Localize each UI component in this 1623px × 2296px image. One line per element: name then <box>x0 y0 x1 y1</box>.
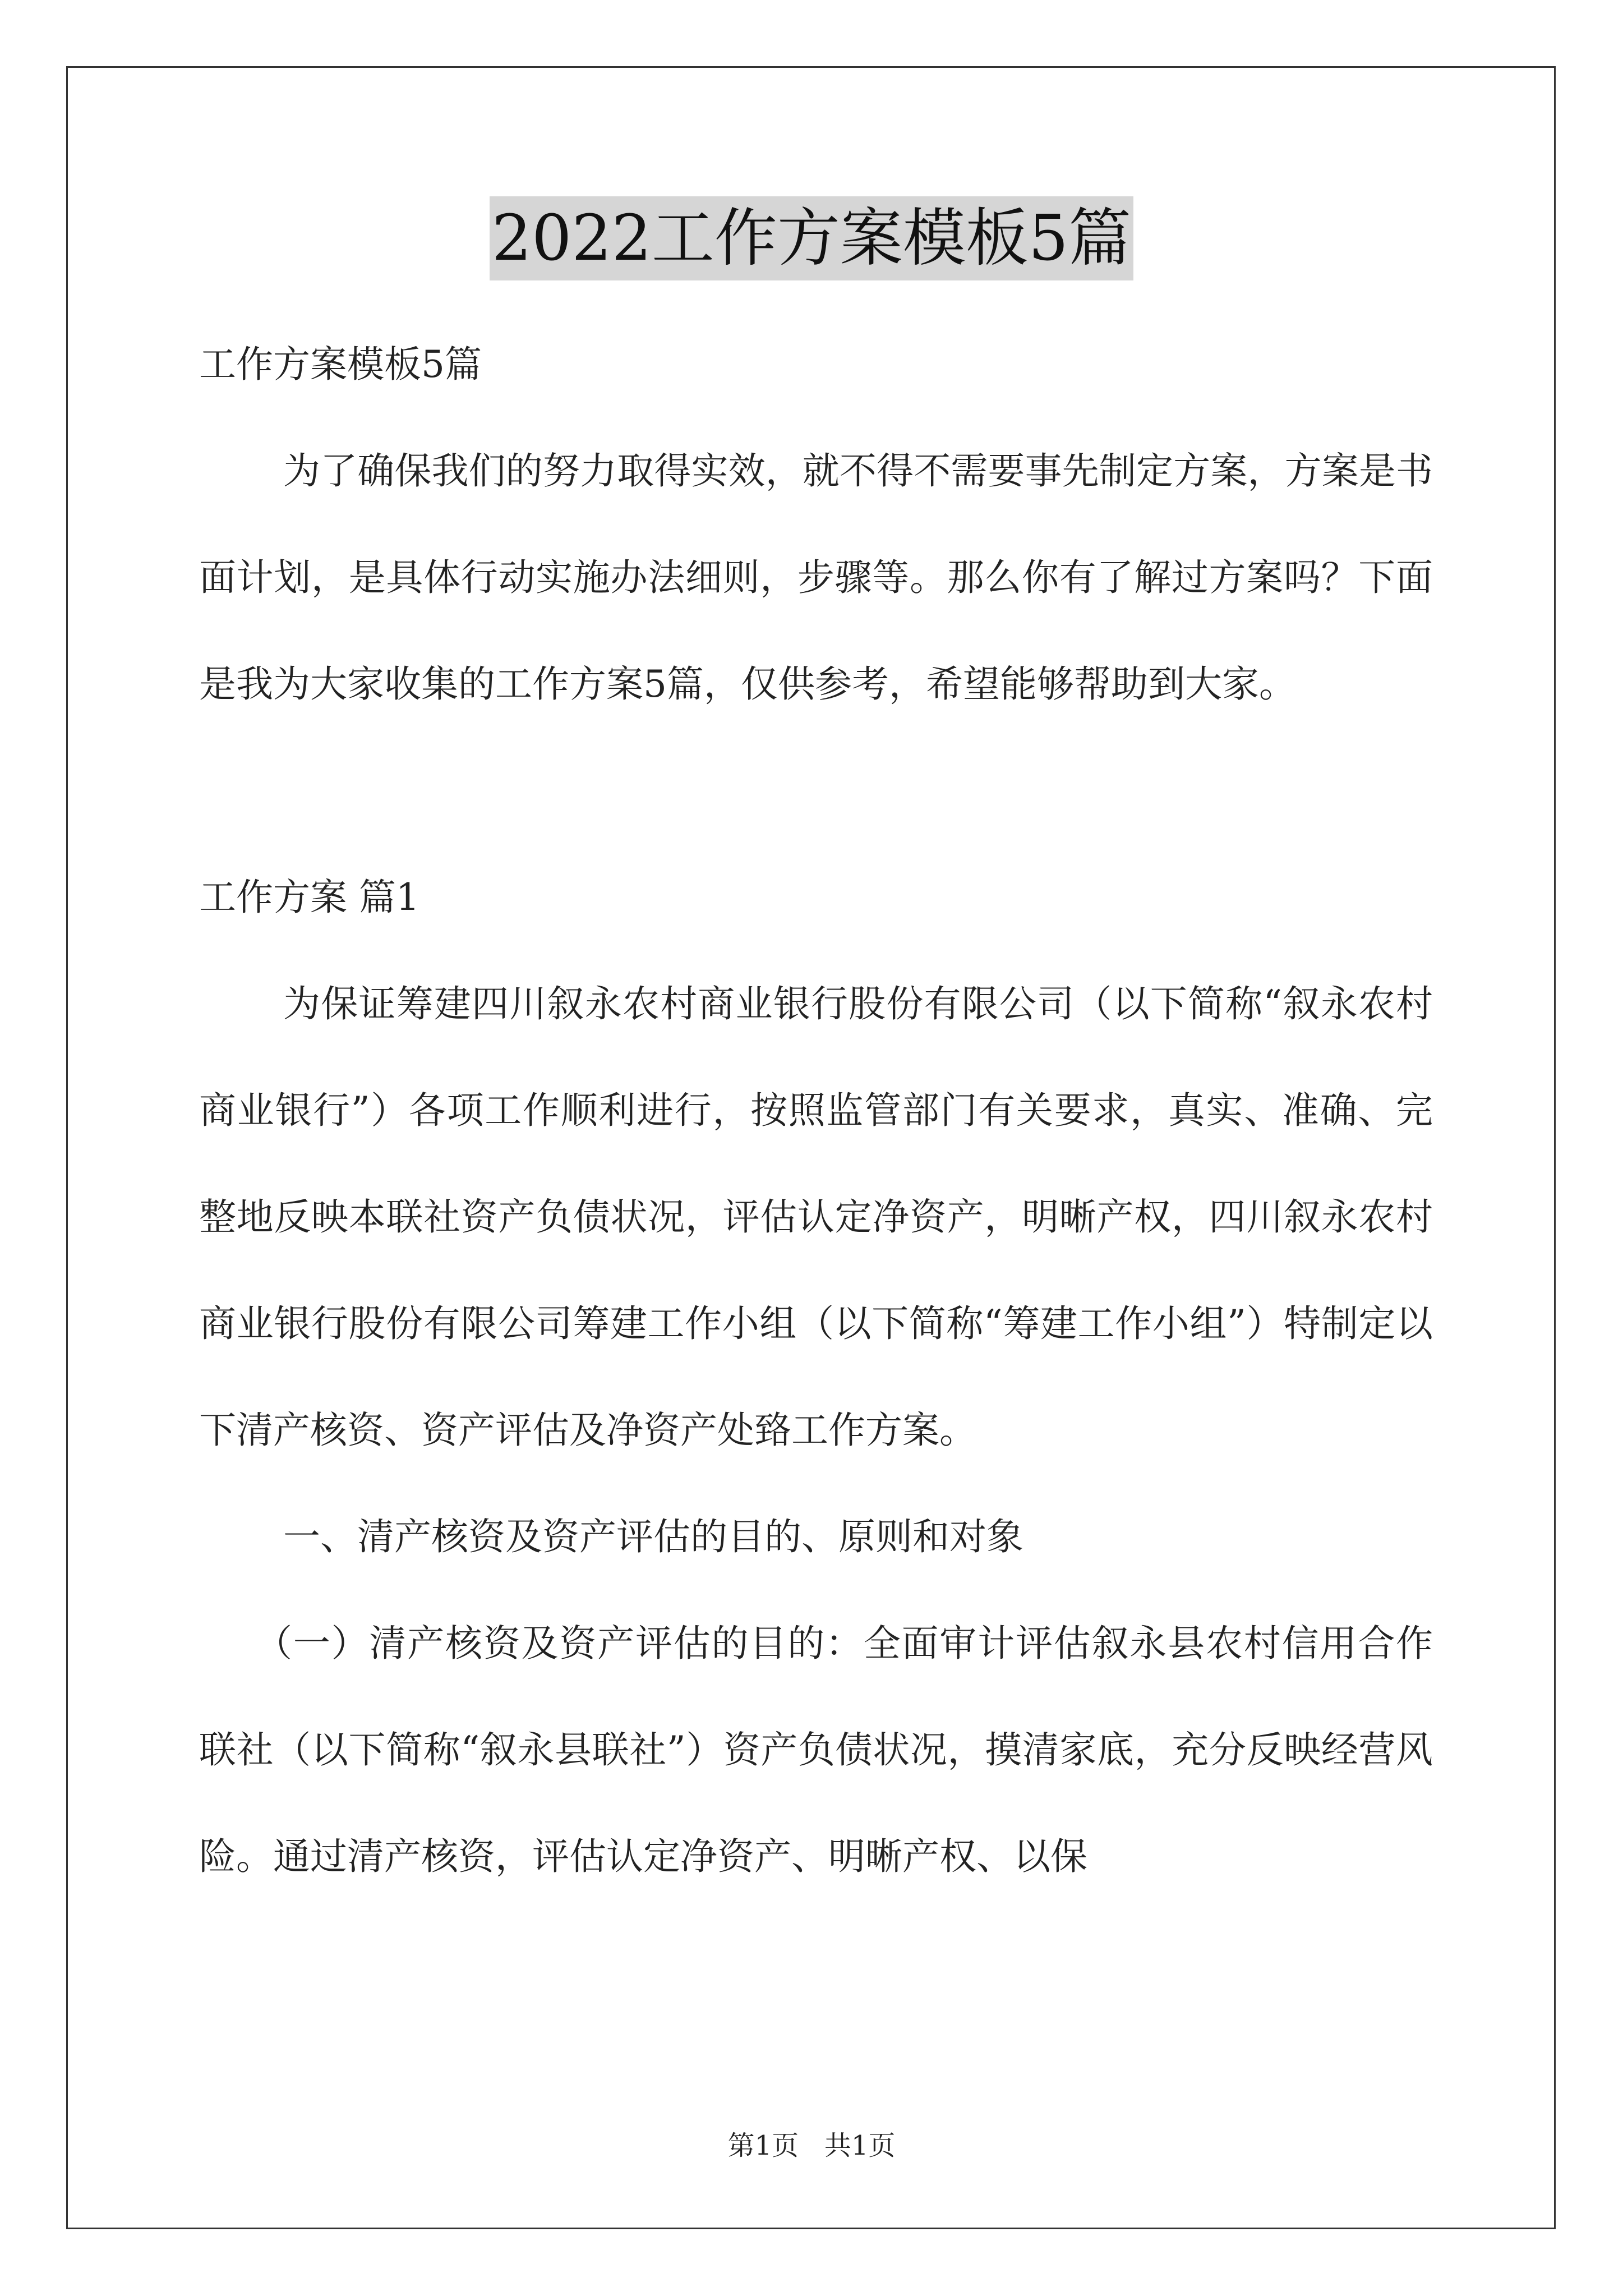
title-container <box>0 196 1623 280</box>
list-subitem: （一）清产核资及资产评估的目的：全面审计评估叙永县农村信用合作联社（以下简称“叙永县联社”）资产负债状况，摸清家底，充分反映经营风险。通过清产核资，评估认定净资产、明晰产权、以保 <box>199 1622 1433 1878</box>
body-paragraph: 为保证筹建四川叙永农村商业银行股份有限公司（以下简称“叙永农村商业银行”）各项工作顺利进行，按照监管部门有关要求，真实、准确、完整地反映本联社资产负债状况，评估认定净资产，明晰产权，四川叙永农村商业银行股份有限公司筹建工作小组（以下简称“筹建工作小组”）特制定以下清产核资、资产评估及净资产处臵工作方案。 <box>199 982 1433 1452</box>
document-title: 2022工作方案模板5篇 <box>490 196 1133 280</box>
page-footer <box>0 2129 1623 2162</box>
page-number: 第1页 共1页 <box>727 2130 896 2161</box>
section-spacer <box>199 738 1433 844</box>
list-heading: 一、清产核资及资产评估的目的、原则和对象 <box>283 1515 1023 1558</box>
section-heading: 工作方案 篇1 <box>199 876 419 919</box>
intro-paragraph: 为了确保我们的努力取得实效，就不得不需要事先制定方案，方案是书面计划，是具体行动实施办法细则，步骤等。那么你有了解过方案吗？下面是我为大家收集的工作方案5篇，仅供参考，希望能够帮助到大家。 <box>199 449 1433 706</box>
document-body <box>199 311 1433 1910</box>
document-subtitle: 工作方案模板5篇 <box>199 343 482 386</box>
